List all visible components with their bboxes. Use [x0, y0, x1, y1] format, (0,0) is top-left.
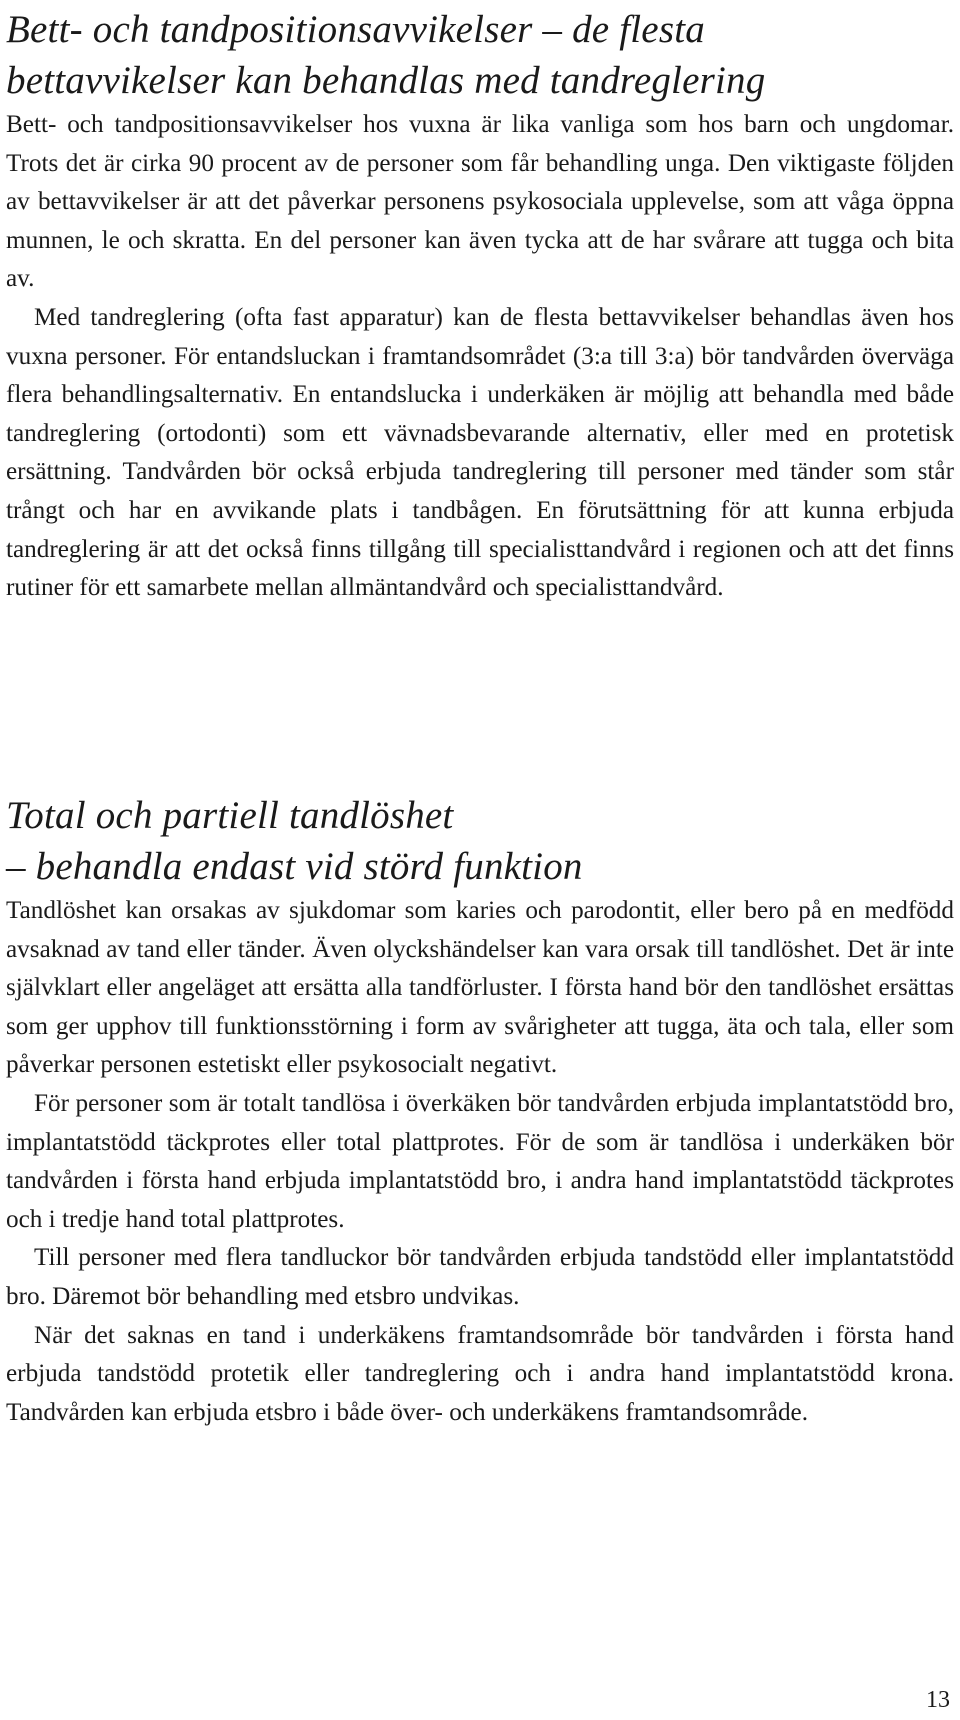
body-paragraph: Bett- och tandpositionsavvikelser hos vuxna är lika vanliga som hos barn och ungdomar. Trots det är cirka 90 procent av de personer som får behandling unga. Den viktigaste följden av bettavvikelser är att det påverkar personens psykosociala upplevelse, som att våga öppna munnen, le och skratta. En del personer kan även tycka att de har svårare att tugga och bita av.: [6, 111, 954, 293]
body-paragraph: När det saknas en tand i underkäkens framtandsområde bör tandvården i första hand erbjuda tandstödd protetik eller tandreglering och i andra hand implantatstödd krona. Tandvården kan erbjuda etsbro i både över- och underkäkens framtandsområde.: [6, 1321, 954, 1426]
body-paragraph: Med tandreglering (ofta fast apparatur) kan de flesta bettavvikelser behandlas även hos vuxna personer. För entandsluckan i framtandsområdet (3:a till 3:a) bör tandvården överväga flera behandlingsalternativ. En entandslucka i underkäken är möjlig att behandla med både tandreglering (ortodonti) som ett vävnadsbevarande alternativ, eller med en protetisk ersättning. Tandvården bör också erbjuda tandreglering till personer med tänder som står trångt och har en avvikande plats i tandbågen. En förutsättning för att kunna erbjuda tandreglering är att det också finns tillgång till specialisttandvård i regionen och att det finns rutiner för ett samarbete mellan allmäntandvård och specialisttandvård.: [6, 303, 954, 602]
heading-line: Bett- och tandpositionsavvikelser – de flesta: [6, 8, 705, 51]
body-paragraph: Tandlöshet kan orsakas av sjukdomar som karies och parodontit, eller bero på en medfödd avsaknad av tand eller tänder. Även olyckshändelser kan vara orsak till tandlöshet. Det är inte självklart eller angeläget att ersätta alla tandförluster. I första hand bör den tandlöshet ersättas som ger upphov till funktionsstörning i form av svårigheter att tugga, äta och tala, eller som påverkar personen estetiskt eller psykosocialt negativt.: [6, 897, 954, 1079]
page-number: 13: [926, 1687, 950, 1713]
section-bite-deviations: [6, 4, 954, 608]
section-heading: [6, 4, 954, 106]
section-heading: [6, 790, 954, 892]
heading-line: – behandla endast vid störd funktion: [6, 845, 583, 888]
body-paragraph: Till personer med flera tandluckor bör tandvården erbjuda tandstödd eller implantatstödd bro. Däremot bör behandling med etsbro undvikas.: [6, 1244, 954, 1310]
section-edentulism: [6, 790, 954, 1432]
body-paragraph: För personer som är totalt tandlösa i överkäken bör tandvården erbjuda implantatstödd bro, implantatstödd täckprotes eller total plattprotes. För de som är tandlösa i underkäken bör tandvården i första hand erbjuda implantatstödd bro, i andra hand implantatstödd täckprotes och i tredje hand total plattprotes.: [6, 1089, 954, 1233]
heading-line: Total och partiell tandlöshet: [6, 794, 454, 837]
heading-line: bettavvikelser kan behandlas med tandreglering: [6, 59, 766, 102]
